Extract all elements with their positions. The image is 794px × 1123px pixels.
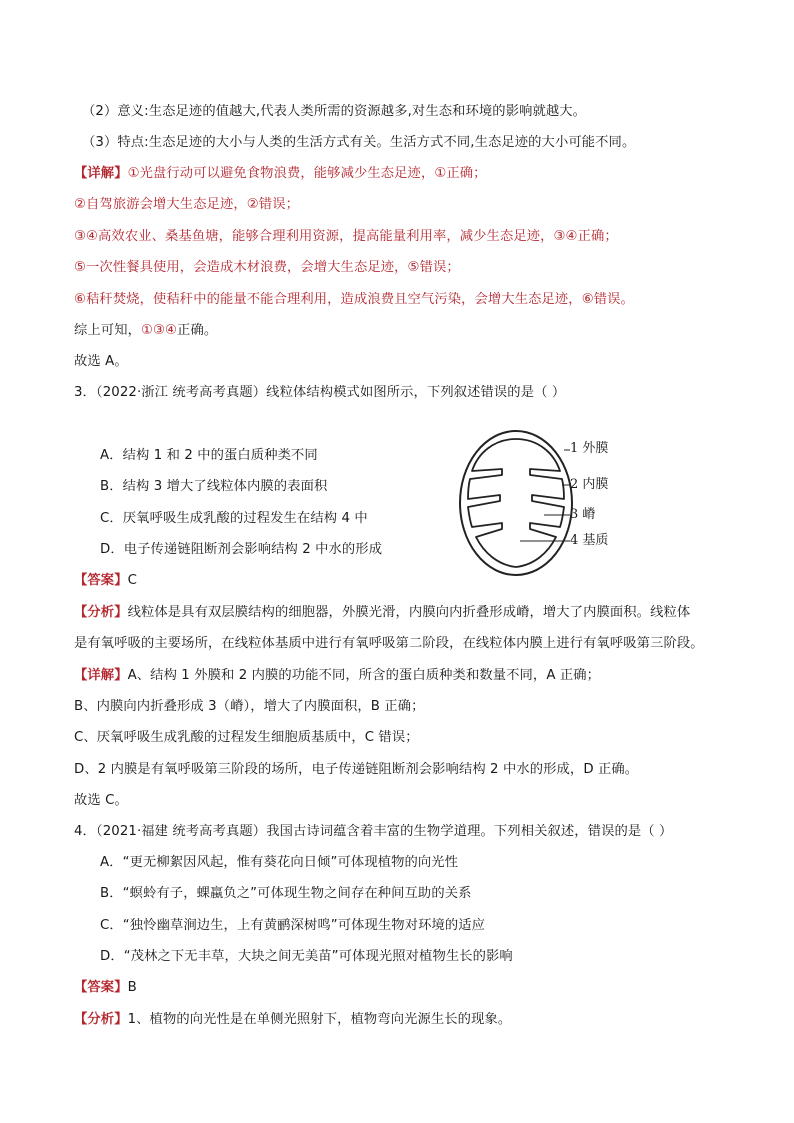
question-3-detail xyxy=(74,666,600,686)
mitochondrion-figure xyxy=(452,427,632,579)
figure-label-matrix: 4 基质 xyxy=(570,533,609,548)
detail-text: A、结构 1 外膜和 2 内膜的功能不同，所含的蛋白质种类和数量不同，A 正确； xyxy=(127,668,601,683)
question-3-analysis: 是有氧呼吸的主要场所，在线粒体基质中进行有氧呼吸第二阶段，在线粒体内膜上进行有氧呼吸第三阶段。 xyxy=(74,636,704,651)
question-4-stem: 4．（2021·福建 统考高考真题）我国古诗词蕴含着丰富的生物学道理。下列相关叙述，错误的是（ ） xyxy=(74,824,673,839)
detail-line: ③④高效农业、桑基鱼塘，能够合理利用资源，提高能量利用率，减少生态足迹，③④正确； xyxy=(74,229,618,244)
question-3-option-b: B．结构 3 增大了线粒体内膜的表面积 xyxy=(100,479,328,494)
question-3-detail: D、2 内膜是有氧呼吸第三阶段的场所，电子传递链阻断剂会影响结构 2 中水的形成，D 正确。 xyxy=(74,762,639,777)
question-4-option-c: C．“独怜幽草涧边生，上有黄鹂深树鸣”可体现生物对环境的适应 xyxy=(100,918,486,933)
question-3-option-c: C．厌氧呼吸生成乳酸的过程发生在结构 4 中 xyxy=(100,511,368,526)
figure-label-cristae: 3 嵴 xyxy=(570,507,596,522)
detail-text: ①光盘行动可以避免食物浪费，能够减少生态足迹，①正确； xyxy=(127,166,487,181)
detail-line: ⑤一次性餐具使用，会造成木材浪费，会增大生态足迹，⑤错误； xyxy=(74,260,460,275)
question-3-answer xyxy=(74,571,137,591)
question-4-option-a: A．“更无柳絮因风起，惟有葵花向日倾”可体现植物的向光性 xyxy=(100,855,459,870)
analysis-tag: 【分析】 xyxy=(74,605,128,620)
question-4-option-b: B．“螟蛉有子，蜾蠃负之”可体现生物之间存在种间互助的关系 xyxy=(100,886,472,901)
question-3-conclusion: 故选 C。 xyxy=(74,793,128,808)
detail-line xyxy=(74,164,487,184)
summary-circled: ①③④ xyxy=(140,323,178,338)
answer-value: C xyxy=(127,573,137,588)
question-3-analysis xyxy=(74,603,690,623)
analysis-tag: 【分析】 xyxy=(74,1012,128,1027)
question-3-detail: B、内膜向内折叠形成 3（嵴），增大了内膜面积，B 正确； xyxy=(74,699,425,714)
figure-label-outer-membrane: 1 外膜 xyxy=(570,441,609,456)
question-4-answer xyxy=(74,978,137,998)
figure-label-inner-membrane: 2 内膜 xyxy=(570,477,609,492)
detail-line: ⑥秸秆焚烧，使秸秆中的能量不能合理利用，造成浪费且空气污染，会增大生态足迹，⑥错误。 xyxy=(74,292,634,307)
question-4-option-d: D．“茂林之下无丰草，大块之间无美苗”可体现光照对植物生长的影响 xyxy=(100,949,513,964)
detail-tag: 【详解】 xyxy=(74,166,128,181)
conclusion-line: 故选 A。 xyxy=(74,354,128,369)
text-line: （2）意义:生态足迹的值越大,代表人类所需的资源越多,对生态和环境的影响就越大。 xyxy=(82,104,587,119)
detail-line: ②自驾旅游会增大生态足迹，②错误； xyxy=(74,197,299,212)
question-3-option-d: D．电子传递链阻断剂会影响结构 2 中水的形成 xyxy=(100,542,383,557)
analysis-text: 线粒体是具有双层膜结构的细胞器，外膜光滑，内膜向内折叠形成嵴，增大了内膜面积。线粒体 xyxy=(127,605,691,620)
question-3-option-a: A．结构 1 和 2 中的蛋白质种类不同 xyxy=(100,448,318,463)
summary-line xyxy=(74,321,217,341)
question-3-stem: 3．（2022·浙江 统考高考真题）线粒体结构模式如图所示，下列叙述错误的是（ ） xyxy=(74,385,566,400)
answer-value: B xyxy=(127,980,137,995)
question-3-detail: C、厌氧呼吸生成乳酸的过程发生细胞质基质中，C 错误； xyxy=(74,730,419,745)
text-line: （3）特点:生态足迹的大小与人类的生活方式有关。生活方式不同,生态足迹的大小可能不同。 xyxy=(82,135,636,150)
answer-tag: 【答案】 xyxy=(74,980,128,995)
summary-text: 综上可知， xyxy=(74,323,141,338)
analysis-text: 1、植物的向光性是在单侧光照射下，植物弯向光源生长的现象。 xyxy=(127,1012,512,1027)
detail-tag: 【详解】 xyxy=(74,668,128,683)
summary-text: 正确。 xyxy=(177,323,218,338)
question-4-analysis xyxy=(74,1010,511,1030)
answer-tag: 【答案】 xyxy=(74,573,128,588)
